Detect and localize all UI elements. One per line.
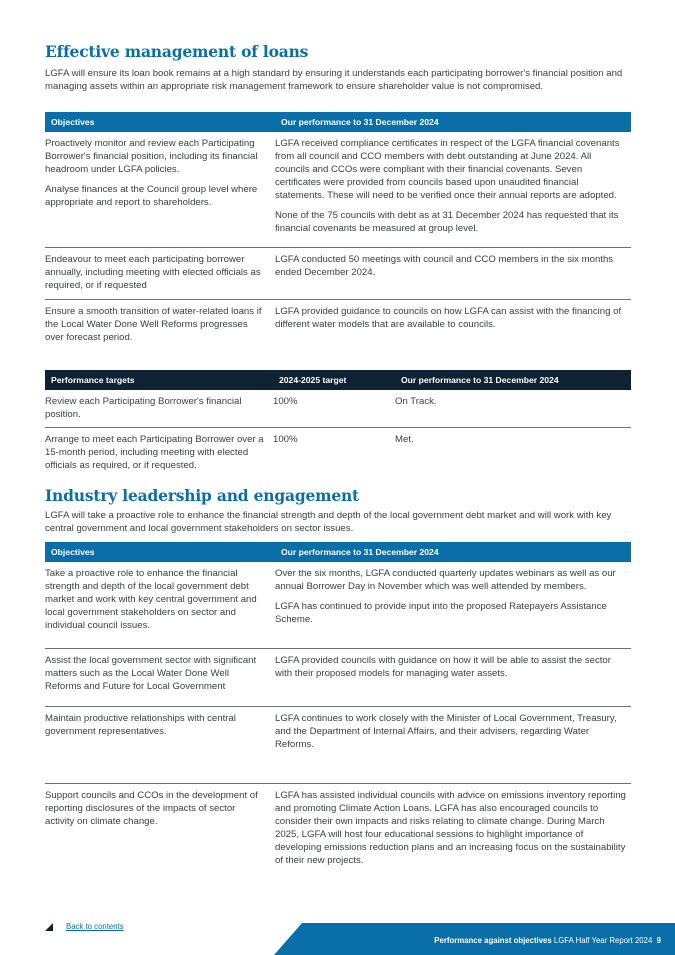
target-cell: Arrange to meet each Participating Borrower over a 15-month period, including meeting with elected officials as required, or if requested. (45, 434, 264, 471)
table-row (45, 562, 631, 648)
objective-cell (45, 132, 275, 247)
performance-text: None of the 75 councils with debt as at 31 December 2024 has requested that its financial covenants be measured at group level. (275, 210, 619, 234)
performance-text: LGFA provided guidance to councils on how LGFA can assist with the financing of different water models that are available to councils. (275, 305, 622, 330)
performance-cell (275, 299, 631, 350)
footer-caption (434, 936, 661, 945)
table-row (45, 706, 631, 783)
performance-text: LGFA received compliance certificates in respect of the LGFA financial covenants from all council and CCO members with debt outstanding at June 2024. All councils and CCOs were compliant with their financial covenants. Seven certificates were provided from councils based upon unaudited financial statements. These will need to be verified once their annual reports are adopted. (275, 138, 620, 201)
page-footer (0, 920, 675, 955)
col-header-performance: Our performance to 31 December 2024 (275, 542, 631, 562)
table-row (45, 390, 631, 428)
performance-cell (275, 132, 631, 247)
performance-text: LGFA has assisted individual councils with advice on emissions inventory reporting and promoting Climate Action Loans. LGFA has also encouraged councils to consider their own impacts and risks relating to climate change. During March 2025, LGFA will host four educational sessions to highlight importance of developing emissions reduction plans and an increasing focus on the sustainability of their new projects. (275, 789, 626, 866)
table-row (45, 299, 631, 350)
result-cell: Met. (395, 434, 414, 445)
performance-text: LGFA has continued to provide input into the proposed Ratepayers Assistance Scheme. (275, 601, 607, 625)
objective-cell (45, 299, 275, 350)
performance-targets-table (45, 370, 631, 478)
page-number: 9 (656, 936, 661, 945)
target-cell: Review each Participating Borrower's financial position. (45, 390, 273, 428)
goal-cell: 100% (273, 434, 298, 445)
loans-objectives-table (45, 112, 631, 350)
section-title-loans: Effective management of loans (45, 42, 309, 61)
table-row (45, 783, 631, 873)
objective-cell (45, 783, 275, 873)
objective-text: Assist the local government sector with significant matters such as the Local Water Done Well Reforms and Future for Local Government (45, 654, 257, 692)
col-header-objectives: Objectives (45, 542, 275, 562)
objective-text: Support councils and CCOs in the development of reporting disclosures of the impacts of sector activity on climate change. (45, 789, 258, 827)
goal-cell: 100% (273, 390, 395, 428)
performance-text: LGFA continues to work closely with the Minister of Local Government, Treasury, and the Department of Internal Affairs, and their advisers, regarding Water Reforms. (275, 712, 617, 750)
table-row (45, 247, 631, 299)
col-header-targets: Performance targets (45, 370, 273, 390)
performance-text: LGFA provided councils with guidance on how it will be able to assist the sector with their proposed models for managing water assets. (275, 654, 611, 679)
section-title-leadership: Industry leadership and engagement (45, 486, 360, 505)
performance-cell (275, 648, 631, 706)
objective-cell (45, 706, 275, 783)
performance-cell (275, 562, 631, 648)
objective-text: Take a proactive role to enhance the financial strength and depth of the local government debt market and work with key central government and local government stakeholders on sector and individual council issues. (45, 568, 257, 631)
footer-section: Performance against objectives (434, 936, 552, 945)
objective-cell (45, 247, 275, 299)
performance-cell (275, 706, 631, 783)
objective-cell (45, 562, 275, 648)
back-to-contents-link[interactable]: Back to contents (66, 922, 124, 931)
table-row (45, 428, 631, 479)
footer-report: LGFA Half Year Report 2024 (553, 936, 653, 945)
performance-cell (275, 783, 631, 873)
result-cell: On Track. (395, 390, 631, 428)
objective-text: Proactively monitor and review each Participating Borrower's financial position, including its financial headroom under LGFA policies. (45, 138, 258, 175)
table-row (45, 648, 631, 706)
section-intro-loans: LGFA will ensure its loan book remains at a high standard by ensuring it understands each participating borrower's financial position and managing assets within an appropriate risk management framework to ensure shareholder value is not compromised. (45, 68, 623, 92)
col-header-goal: 2024-2025 target (273, 370, 395, 390)
performance-text: LGFA conducted 50 meetings with council and CCO members in the six months ended December 2024. (275, 253, 614, 278)
leadership-objectives-table (45, 542, 631, 873)
objective-cell (45, 648, 275, 706)
col-header-objectives: Objectives (45, 112, 275, 132)
triangle-icon (45, 923, 53, 931)
objective-text: Endeavour to meet each participating borrower annually, including meeting with elected officials as required, or if requested (45, 253, 261, 291)
col-header-result: Our performance to 31 December 2024 (395, 370, 631, 390)
objective-text: Ensure a smooth transition of water-related loans if the Local Water Done Well Reforms progresses over forecast period. (45, 305, 262, 343)
col-header-performance: Our performance to 31 December 2024 (275, 112, 631, 132)
objective-text: Maintain productive relationships with central government representatives. (45, 712, 236, 737)
performance-text: Over the six months, LGFA conducted quarterly updates webinars as well as our annual Borrower Day in November which was well attended by members. (275, 568, 616, 592)
performance-cell (275, 247, 631, 299)
table-row (45, 132, 631, 247)
objective-text: Analyse finances at the Council group level where appropriate and report to shareholders. (45, 184, 258, 208)
section-intro-leadership: LGFA will take a proactive role to enhance the financial strength and depth of the local government debt market and will work with key central government and local government stakeholders on sector issues. (45, 510, 612, 534)
